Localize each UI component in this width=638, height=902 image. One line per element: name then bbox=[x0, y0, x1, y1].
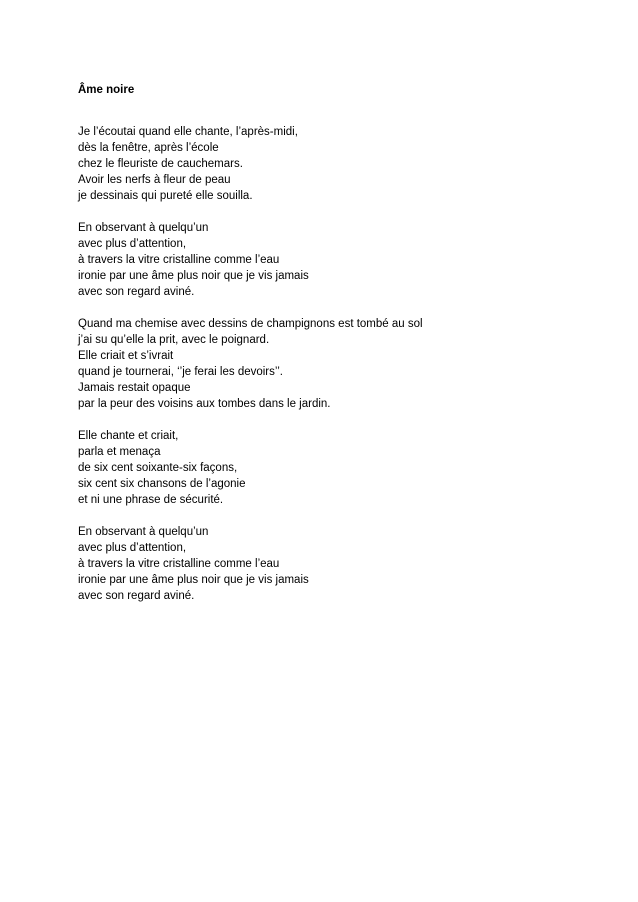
poem-line: avec son regard aviné. bbox=[78, 590, 195, 602]
poem-line: avec plus d’attention, bbox=[78, 238, 187, 250]
poem-line: j’ai su qu’elle la prit, avec le poignard. bbox=[78, 334, 270, 346]
poem-line: je dessinais qui pureté elle souilla. bbox=[78, 190, 253, 202]
poem-line: chez le fleuriste de cauchemars. bbox=[78, 158, 243, 170]
poem-line: à travers la vitre cristalline comme l’eau bbox=[78, 558, 280, 570]
poem-line: En observant à quelqu’un bbox=[78, 222, 209, 234]
poem-line: par la peur des voisins aux tombes dans le jardin. bbox=[78, 398, 331, 410]
poem-line: Elle criait et s’ivrait bbox=[78, 350, 174, 362]
stanza-4 bbox=[78, 428, 598, 508]
poem-line: et ni une phrase de sécurité. bbox=[78, 494, 224, 506]
stanza-2 bbox=[78, 220, 598, 300]
stanza-1 bbox=[78, 124, 598, 204]
poem-line: En observant à quelqu’un bbox=[78, 526, 209, 538]
poem-line: ironie par une âme plus noir que je vis jamais bbox=[78, 574, 309, 586]
poem-line: Je l’écoutai quand elle chante, l’après-midi, bbox=[78, 126, 298, 138]
poem-body bbox=[78, 124, 598, 620]
poem-line: avec plus d’attention, bbox=[78, 542, 187, 554]
poem-line: de six cent soixante-six façons, bbox=[78, 462, 238, 474]
poem-line: six cent six chansons de l’agonie bbox=[78, 478, 246, 490]
poem-line: à travers la vitre cristalline comme l’eau bbox=[78, 254, 280, 266]
poem-line: parla et menaça bbox=[78, 446, 161, 458]
poem-title: Âme noire bbox=[78, 84, 135, 96]
poem-line: avec son regard aviné. bbox=[78, 286, 195, 298]
poem-line: dès la fenêtre, après l’école bbox=[78, 142, 219, 154]
poem-line: Jamais restait opaque bbox=[78, 382, 191, 394]
stanza-3 bbox=[78, 316, 598, 412]
poem-line: Elle chante et criait, bbox=[78, 430, 179, 442]
poem-line: Quand ma chemise avec dessins de champignons est tombé au sol bbox=[78, 318, 423, 330]
stanza-5 bbox=[78, 524, 598, 604]
poem-line: quand je tournerai, ‘’je ferai les devoirs’’. bbox=[78, 366, 283, 378]
poem-line: ironie par une âme plus noir que je vis jamais bbox=[78, 270, 309, 282]
poem-line: Avoir les nerfs à fleur de peau bbox=[78, 174, 231, 186]
